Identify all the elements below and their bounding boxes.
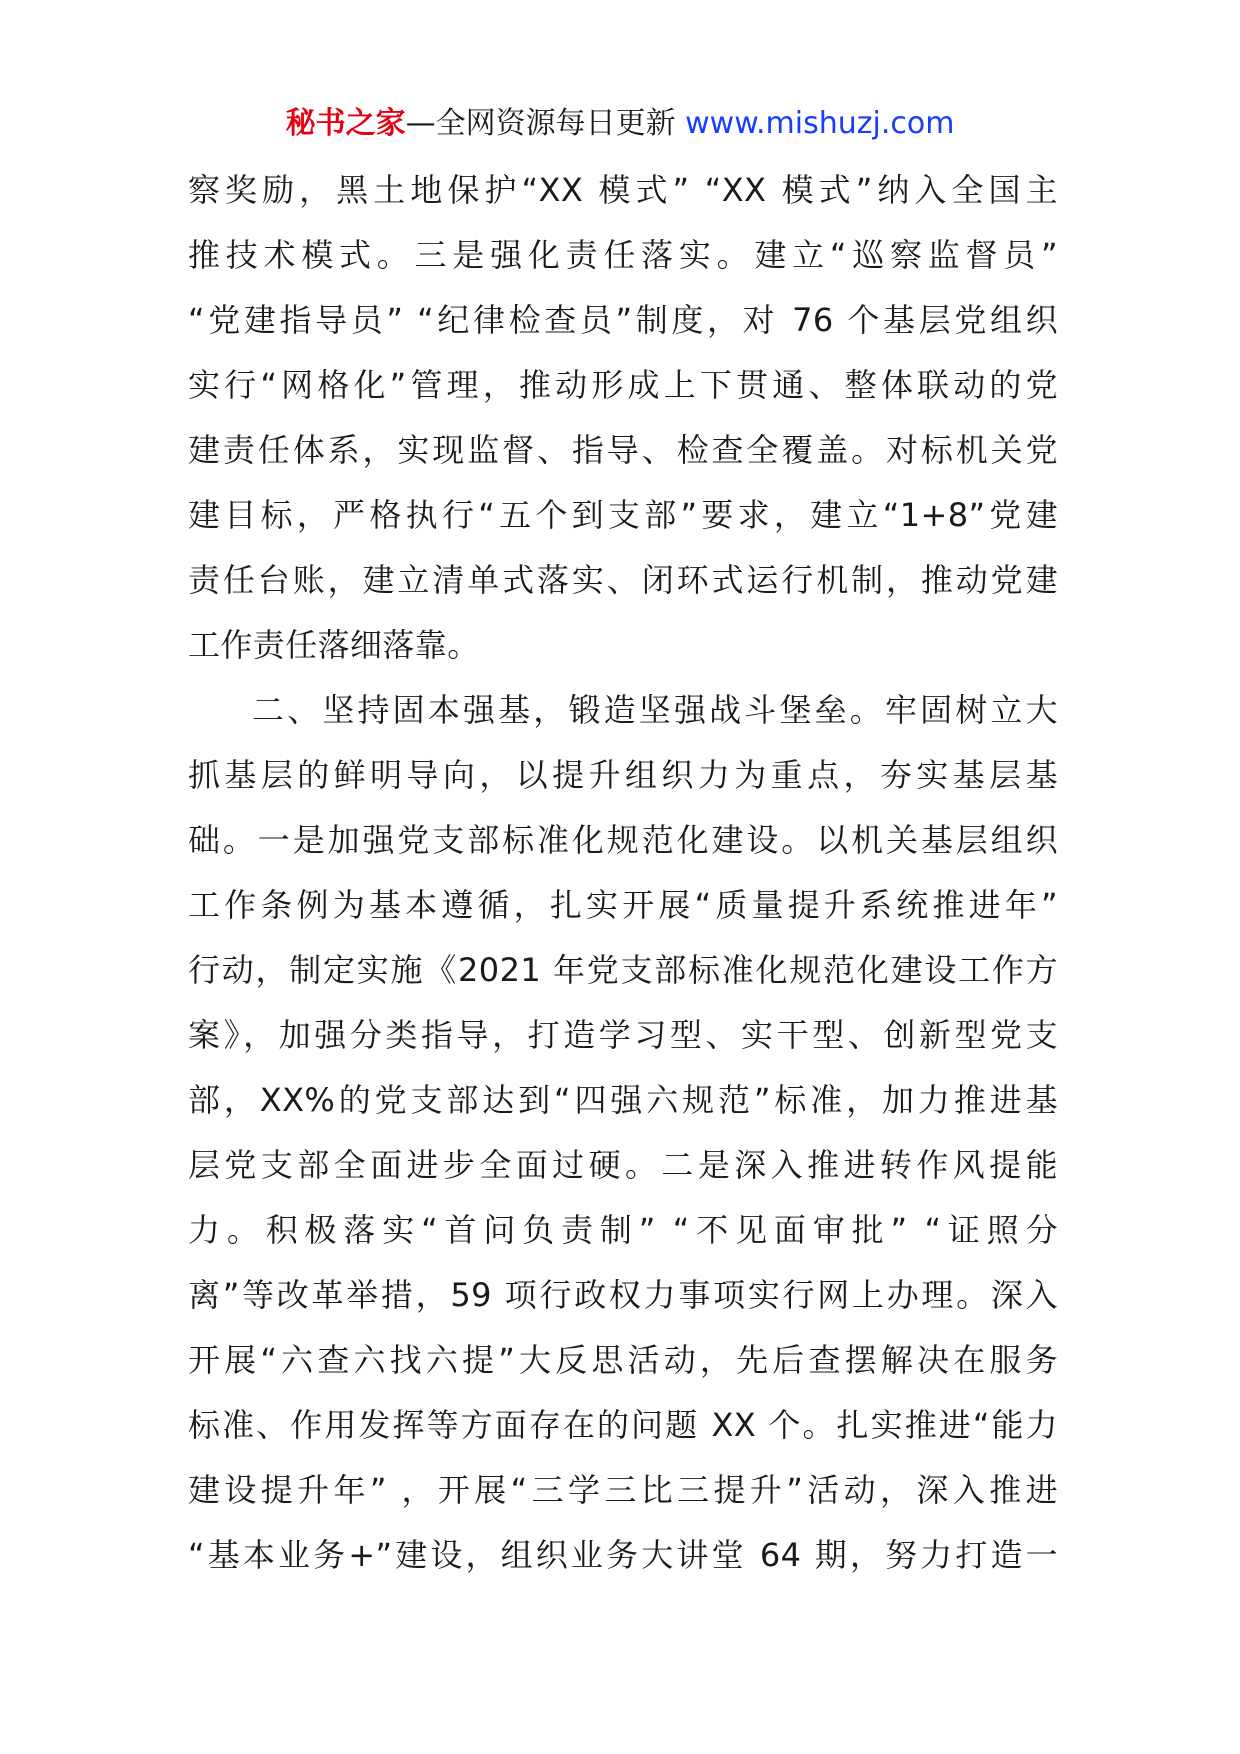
text-line: 标准、作用发挥等方面存在的问题 XX 个。扎实推进“能力 [188,1406,1058,1444]
text-line-paragraph-end: 工作责任落细落靠。 [188,626,480,664]
section-heading-line: 二、坚持固本强基，锻造坚强战斗堡垒。牢固树立大 [252,691,1058,729]
text-line: 部，XX%的党支部达到“四强六规范”标准，加力推进基 [188,1081,1058,1119]
text-line: 层党支部全面进步全面过硬。二是深入推进转作风提能 [188,1146,1058,1184]
text-line: “基本业务+”建设，组织业务大讲堂 64 期，努力打造一 [188,1536,1058,1574]
text-line: 建目标，严格执行“五个到支部”要求，建立“1+8”党建 [188,496,1058,534]
text-line: 开展“六查六找六提”大反思活动，先后查摆解决在服务 [188,1341,1058,1379]
text-line: 工作条例为基本遵循，扎实开展“质量提升系统推进年” [188,886,1058,924]
site-url-link[interactable]: www.mishuzj.com [685,106,955,141]
text-line: 推技术模式。三是强化责任落实。建立“巡察监督员” [188,236,1058,274]
text-line: 责任台账，建立清单式落实、闭环式运行机制，推动党建 [188,561,1058,599]
site-brand: 秘书之家 [285,106,406,141]
text-line: 抓基层的鲜明导向，以提升组织力为重点，夯实基层基 [188,756,1058,794]
text-line: 力。积极落实“首问负责制” “不见面审批” “证照分 [188,1211,1058,1249]
text-line: 离”等改革举措，59 项行政权力事项实行网上办理。深入 [188,1276,1058,1314]
text-line: 建责任体系，实现监督、指导、检查全覆盖。对标机关党 [188,431,1058,469]
text-line: 察奖励，黑土地保护“XX 模式” “XX 模式”纳入全国主 [188,171,1058,209]
text-line: 实行“网格化”管理，推动形成上下贯通、整体联动的党 [188,366,1058,404]
text-line: 案》，加强分类指导，打造学习型、实干型、创新型党支 [188,1016,1058,1054]
text-line: 础。一是加强党支部标准化规范化建设。以机关基层组织 [188,821,1058,859]
text-line: 建设提升年” ，开展“三学三比三提升”活动，深入推进 [188,1471,1058,1509]
document-body [188,158,1058,1588]
text-line: “党建指导员” “纪律检查员”制度，对 76 个基层党组织 [188,301,1058,339]
page-header [0,104,1240,144]
text-line: 行动，制定实施《2021 年党支部标准化规范化建设工作方 [188,951,1058,989]
site-tagline: —全网资源每日更新 [405,106,686,141]
